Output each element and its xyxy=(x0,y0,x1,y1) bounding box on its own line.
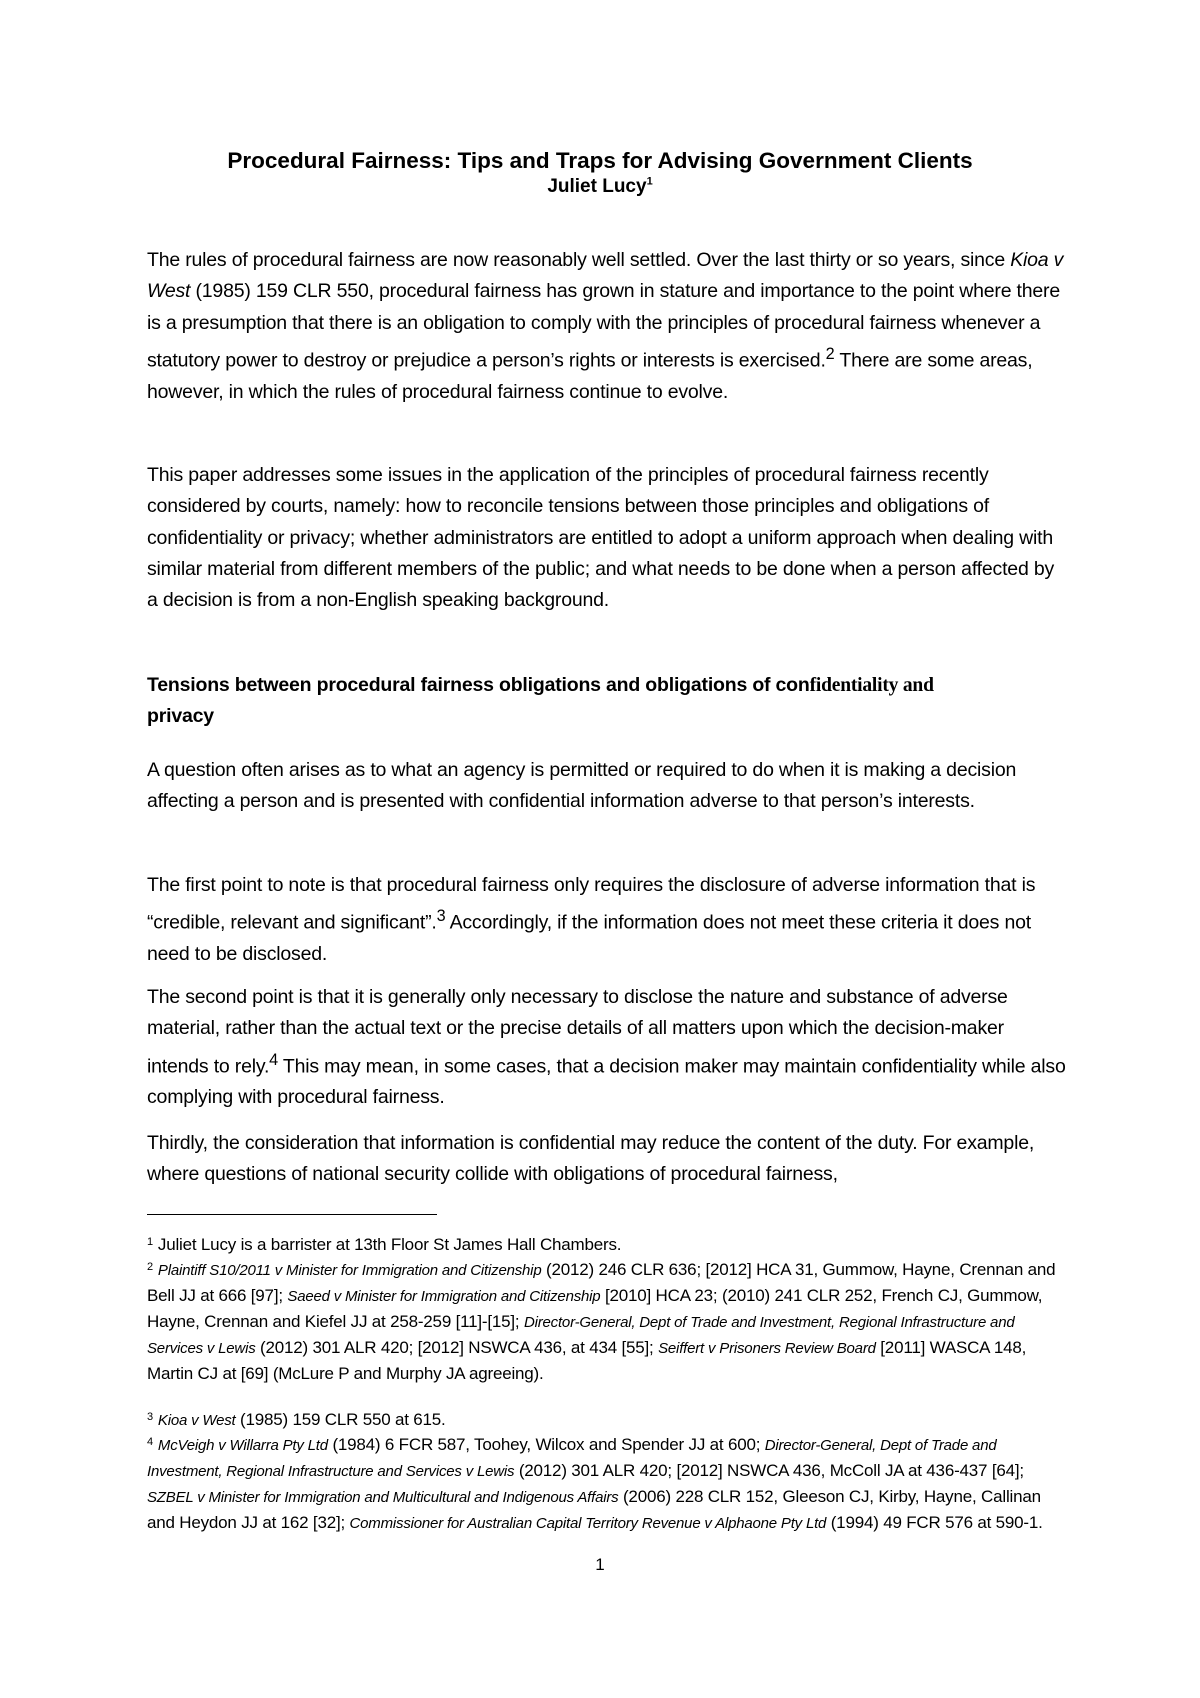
case-citation: McVeigh v Willarra Pty Ltd xyxy=(157,1437,328,1454)
page-number: 1 xyxy=(595,1555,605,1574)
footnote-number: 4 xyxy=(147,1436,153,1448)
footnote-text: (2012) 301 ALR 420; [2012] NSWCA 436, McColl JA at 436-437 [64]; xyxy=(514,1461,1024,1480)
footnote-ref-3[interactable]: 3 xyxy=(436,907,446,926)
footnote-ref-4[interactable]: 4 xyxy=(269,1050,279,1069)
heading-text-b: fidentiality and xyxy=(809,675,934,696)
paragraph-3: A question often arises as to what an agency is permitted or required to do when it is making a decision affecting a person and is presented with confidential information adverse to that person’s interests. xyxy=(147,759,1017,813)
footnote-text: (2006) 228 CLR 152, Gleeson CJ, Kirby, Hayne, Callinan and Heydon JJ at 162 [32]; xyxy=(147,1487,1041,1532)
case-citation: Director-General, Dept of Trade and Investment, Regional Infrastructure and Services v Lewis xyxy=(147,1437,997,1480)
footnote-number: 1 xyxy=(147,1236,153,1248)
heading-text-c: privacy xyxy=(147,705,214,728)
section-heading xyxy=(147,670,1067,733)
footnote-4 xyxy=(147,1430,1067,1536)
paragraph-6: Thirdly, the consideration that information is confidential may reduce the content of the duty. For example, where questions of national security collide with obligations of procedural fairness, xyxy=(147,1132,1035,1186)
author-line xyxy=(0,173,1200,201)
case-citation: Saeed v Minister for Immigration and Citizenship xyxy=(287,1288,601,1305)
paragraph-1 xyxy=(147,245,1067,408)
footnote-3 xyxy=(147,1405,1067,1433)
footnote-ref-1[interactable]: 1 xyxy=(646,175,653,188)
footnote-ref-2[interactable]: 2 xyxy=(825,344,835,363)
footnote-number: 3 xyxy=(147,1411,153,1423)
footnote-text: [2010] HCA 23; (2010) 241 CLR 252, French CJ, Gummow, Hayne, Crennan and Kiefel JJ at 258-259 [11]-[15]; xyxy=(147,1286,1043,1331)
footnote-text: (1984) 6 FCR 587, Toohey, Wilcox and Spender JJ at 600; xyxy=(327,1435,765,1454)
case-citation: Seiffert v Prisoners Review Board xyxy=(658,1340,876,1357)
footnote-text: (1985) 159 CLR 550 at 615. xyxy=(235,1410,446,1429)
case-citation: Kioa v West xyxy=(147,249,1064,303)
footnote-2 xyxy=(147,1255,1067,1386)
paragraph-5 xyxy=(147,982,1067,1114)
paragraph-5-text-b: This may mean, in some cases, that a decision maker may maintain confidentiality while also complying with procedural fairness. xyxy=(147,1055,1066,1109)
case-citation: Commissioner for Australian Capital Territory Revenue v Alphaone Pty Ltd xyxy=(349,1515,827,1532)
document-title: Procedural Fairness: Tips and Traps for Advising Government Clients xyxy=(227,148,973,173)
case-citation: Director-General, Dept of Trade and Investment, Regional Infrastructure and Services v Lewis xyxy=(147,1314,1015,1357)
footnote-text: (1994) 49 FCR 576 at 590-1. xyxy=(826,1513,1043,1532)
author-name: Juliet Lucy xyxy=(547,176,647,197)
paragraph-4-text-b: Accordingly, if the information does not meet these criteria it does not need to be disclosed. xyxy=(147,911,1031,966)
heading-text-a: Tensions between procedural fairness obligations and obligations of con xyxy=(147,674,810,696)
footnote-text: Juliet Lucy is a barrister at 13th Floor St James Hall Chambers. xyxy=(157,1235,622,1254)
paragraph-1-text-a: The rules of procedural fairness are now reasonably well settled. Over the last thirty or so years, since xyxy=(147,249,1011,271)
paragraph-1-text-b: (1985) 159 CLR 550, procedural fairness has grown in stature and importance to the point where there is a presumption that there is an obligation to comply with the principles of procedural fairness whenever a statutory power to destroy or prejudice a person’s rights or interests is exercised. xyxy=(147,280,1061,372)
footnote-separator xyxy=(147,1214,437,1215)
paragraph-2: This paper addresses some issues in the application of the principles of procedural fairness recently considered by courts, namely: how to reconcile tensions between those principles and obligations of confidentiality or privacy; whether administrators are entitled to adopt a uniform approach when dealing with similar material from different members of the public; and what needs to be done when a person affected by a decision is from a non-English speaking background. xyxy=(147,464,1055,612)
paragraph-1-text-c: There are some areas, however, in which the rules of procedural fairness continue to evolve. xyxy=(147,349,1033,403)
case-citation: SZBEL v Minister for Immigration and Multicultural and Indigenous Affairs xyxy=(147,1489,619,1506)
footnote-text: (2012) 301 ALR 420; [2012] NSWCA 436, at 434 [55]; xyxy=(255,1338,659,1357)
paragraph-4 xyxy=(147,870,1067,970)
paragraph-4-text-a: The first point to note is that procedural fairness only requires the disclosure of adverse information that is “credible, relevant and significant”. xyxy=(147,874,1036,934)
paragraph-5-text-a: The second point is that it is generally only necessary to disclose the nature and substance of adverse material, rather than the actual text or the precise details of all matters upon which the decision-maker intends to rely. xyxy=(147,986,1008,1078)
case-citation: Plaintiff S10/2011 v Minister for Immigration and Citizenship xyxy=(157,1262,542,1279)
footnote-text: [2011] WASCA 148, Martin CJ at [69] (McLure P and Murphy JA agreeing). xyxy=(147,1338,1027,1383)
footnote-1 xyxy=(147,1230,1067,1257)
footnote-number: 2 xyxy=(147,1261,153,1273)
case-citation: Kioa v West xyxy=(157,1412,236,1429)
footnote-text: (2012) 246 CLR 636; [2012] HCA 31, Gummow, Hayne, Crennan and Bell JJ at 666 [97]; xyxy=(147,1260,1056,1305)
